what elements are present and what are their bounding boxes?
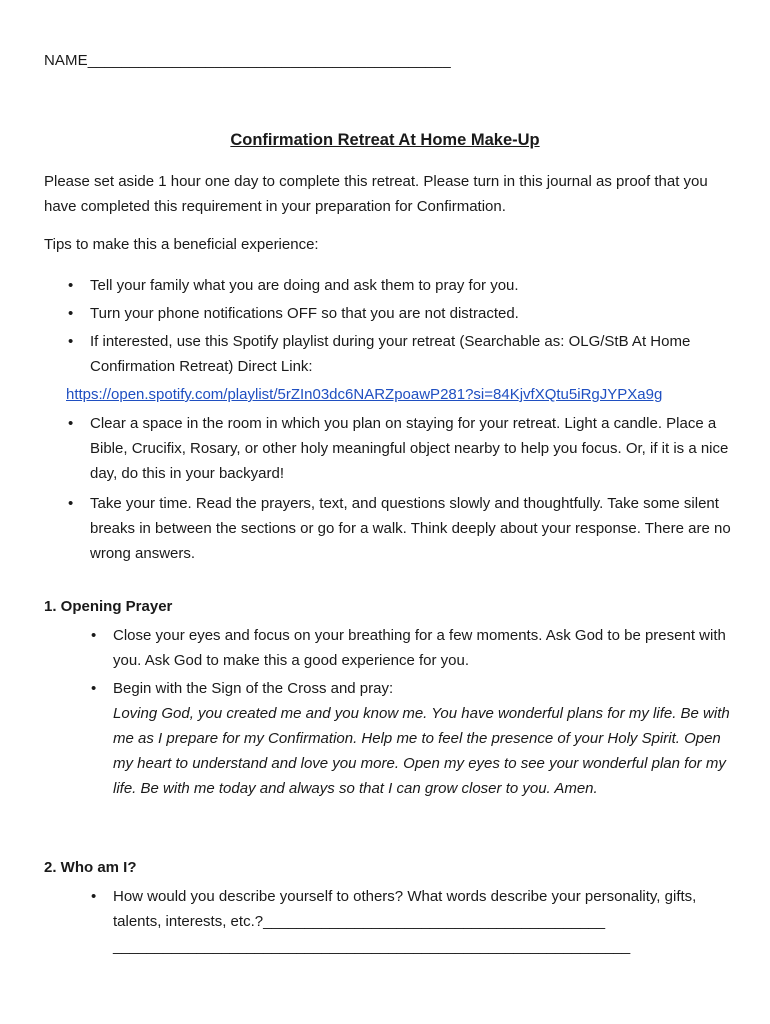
instruction-text: Begin with the Sign of the Cross and pray: bbox=[113, 680, 394, 697]
list-item bbox=[68, 329, 740, 379]
list-item bbox=[91, 884, 738, 959]
bullet-icon: • bbox=[91, 627, 97, 644]
bullet-icon: • bbox=[68, 305, 74, 322]
tips-heading: Tips to make this a beneficial experience: bbox=[44, 236, 319, 253]
section-heading-opening-prayer: 1. Opening Prayer bbox=[44, 598, 173, 615]
opening-prayer-list bbox=[91, 623, 738, 801]
who-am-i-list bbox=[91, 884, 738, 959]
list-item bbox=[91, 676, 738, 801]
list-item bbox=[68, 411, 740, 486]
list-item bbox=[68, 491, 740, 566]
tips-list-top bbox=[68, 273, 740, 379]
answer-line[interactable]: ______________________________________________________________ bbox=[113, 938, 631, 955]
tip-text: Turn your phone notifications OFF so that you are not distracted. bbox=[90, 305, 519, 322]
tip-text: If interested, use this Spotify playlist during your retreat (Searchable as: OLG/StB At Home Confirmation Retreat) Direct Link: bbox=[90, 333, 691, 375]
question-text[interactable]: How would you describe yourself to others? What words describe your personality, gifts, talents, interests, etc.?_________________________________________ bbox=[113, 888, 697, 930]
tip-text: Take your time. Read the prayers, text, and questions slowly and thoughtfully. Take some silent breaks in between the sections or go for a walk. Think deeply about your response. There are no wrong answers. bbox=[90, 495, 731, 562]
section-heading-who-am-i: 2. Who am I? bbox=[44, 859, 137, 876]
bullet-icon: • bbox=[91, 680, 97, 697]
bullet-icon: • bbox=[68, 277, 74, 294]
bullet-icon: • bbox=[91, 888, 97, 905]
instruction-text: Close your eyes and focus on your breathing for a few moments. Ask God to be present with you. Ask God to make this a good experience for you. bbox=[113, 627, 726, 669]
prayer-text: Loving God, you created me and you know me. You have wonderful plans for my life. Be with me as I prepare for my Confirmation. Help me to feel the presence of your Holy Spirit. Open my heart to understand and love you more. Open my eyes to see your wonderful plan for my life. Be with me today and always so that I can grow closer to you. Amen. bbox=[113, 705, 730, 797]
name-field[interactable]: NAME___________________________________________ bbox=[44, 52, 451, 69]
bullet-icon: • bbox=[68, 495, 74, 512]
bullet-icon: • bbox=[68, 333, 74, 350]
document-title: Confirmation Retreat At Home Make-Up bbox=[230, 131, 540, 149]
tip-text: Tell your family what you are doing and ask them to pray for you. bbox=[90, 277, 519, 294]
list-item bbox=[91, 623, 738, 673]
tips-list-bottom bbox=[68, 411, 740, 566]
intro-paragraph: Please set aside 1 hour one day to complete this retreat. Please turn in this journal as proof that you have completed this requirement in your preparation for Confirmation. bbox=[44, 173, 708, 215]
tip-text: Clear a space in the room in which you plan on staying for your retreat. Light a candle. Place a Bible, Crucifix, Rosary, or other holy meaningful object nearby to help you focus. Or, if it is a nice day, do this in your backyard! bbox=[90, 415, 729, 482]
list-item bbox=[68, 273, 740, 298]
spotify-playlist-link[interactable]: https://open.spotify.com/playlist/5rZIn03dc6NARZpoawP281?si=84KjvfXQtu5iRgJYPXa9g bbox=[66, 386, 663, 403]
bullet-icon: • bbox=[68, 415, 74, 432]
list-item bbox=[68, 301, 740, 326]
